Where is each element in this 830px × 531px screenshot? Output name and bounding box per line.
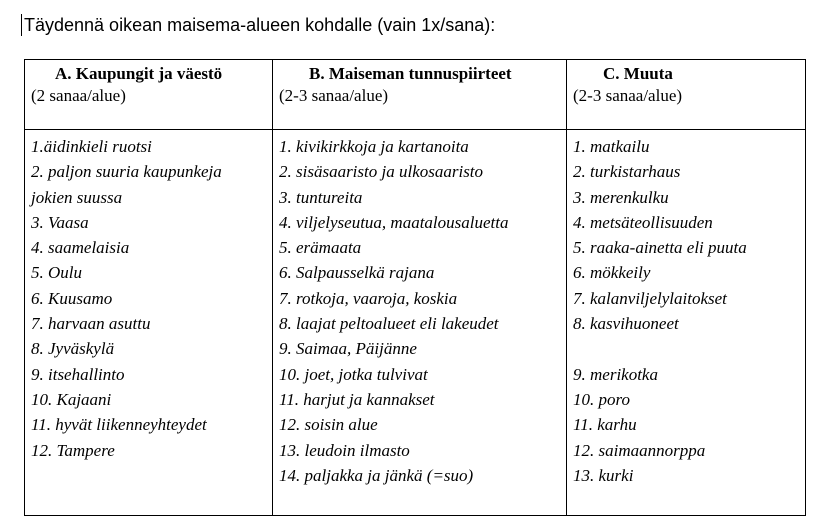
cities-list — [31, 134, 266, 463]
column-header-a — [25, 60, 273, 130]
list-item: 5. Oulu — [31, 263, 82, 283]
column-header-b — [273, 60, 567, 130]
list-item: 5. erämaata — [279, 238, 362, 258]
column-title: C. Muuta — [603, 64, 673, 83]
list-item: 10. poro — [573, 389, 630, 409]
features-list — [279, 134, 560, 488]
list-item: 11. harjut ja kannakset — [279, 389, 435, 409]
list-item: 9. merikotka — [573, 364, 658, 384]
column-cell-a — [25, 130, 273, 516]
list-item: 2. sisäsaaristo ja ulkosaaristo — [279, 162, 484, 182]
text-cursor — [21, 14, 22, 36]
column-note: (2-3 sanaa/alue) — [279, 86, 389, 105]
list-item: 9. Saimaa, Päijänne — [279, 339, 417, 359]
list-item: 8. Jyväskylä — [31, 339, 115, 359]
list-item: 1. matkailu — [573, 137, 650, 156]
list-item: 7. kalanviljelylaitokset — [573, 288, 727, 308]
list-item: 4. viljelyseutua, maatalousaluetta — [279, 212, 509, 232]
list-item: 3. tuntureita — [279, 187, 363, 207]
list-item: 10. joet, jotka tulvivat — [279, 364, 428, 384]
list-item — [573, 336, 799, 361]
list-item: 12. soisin alue — [279, 415, 378, 435]
list-item: 4. saamelaisia — [31, 238, 130, 258]
column-title: B. Maiseman tunnuspiirteet — [309, 64, 512, 83]
list-item: 2. turkistarhaus — [573, 162, 681, 182]
list-item: 2. paljon suuria kaupunkeja — [31, 162, 222, 182]
column-note: (2 sanaa/alue) — [31, 86, 126, 105]
list-item: jokien suussa — [31, 187, 123, 207]
landscape-table — [24, 59, 806, 516]
other-list — [573, 134, 799, 488]
column-header-c — [567, 60, 806, 130]
list-item: 14. paljakka ja jänkä (=suo) — [279, 465, 474, 485]
list-item: 4. metsäteollisuuden — [573, 212, 713, 232]
instruction-text: Täydennä oikean maisema-alueen kohdalle (vain 1x/sana): — [24, 15, 496, 35]
list-item: 6. Kuusamo — [31, 288, 113, 308]
list-item: 8. laajat peltoalueet eli lakeudet — [279, 314, 499, 334]
table-body-row — [25, 130, 806, 516]
list-item: 7. rotkoja, vaaroja, koskia — [279, 288, 458, 308]
list-item: 1.äidinkieli ruotsi — [31, 137, 152, 156]
list-item: 6. Salpausselkä rajana — [279, 263, 435, 283]
list-item: 3. Vaasa — [31, 212, 89, 232]
column-cell-b — [273, 130, 567, 516]
column-cell-c — [567, 130, 806, 516]
list-item: 8. kasvihuoneet — [573, 314, 679, 334]
list-item: 5. raaka-ainetta eli puuta — [573, 238, 747, 258]
list-item: 12. saimaannorppa — [573, 440, 706, 460]
list-item: 1. kivikirkkoja ja kartanoita — [279, 137, 469, 156]
list-item: 11. hyvät liikenneyhteydet — [31, 415, 207, 435]
table-header-row — [25, 60, 806, 130]
column-title: A. Kaupungit ja väestö — [55, 64, 223, 83]
list-item: 11. karhu — [573, 415, 637, 435]
list-item: 7. harvaan asuttu — [31, 314, 151, 334]
column-note: (2-3 sanaa/alue) — [573, 86, 683, 105]
list-item: 6. mökkeily — [573, 263, 651, 283]
list-item: 10. Kajaani — [31, 389, 112, 409]
list-item: 9. itsehallinto — [31, 364, 125, 384]
list-item: 13. leudoin ilmasto — [279, 440, 410, 460]
list-item: 3. merenkulku — [573, 187, 669, 207]
list-item: 12. Tampere — [31, 440, 115, 460]
list-item: 13. kurki — [573, 465, 634, 485]
